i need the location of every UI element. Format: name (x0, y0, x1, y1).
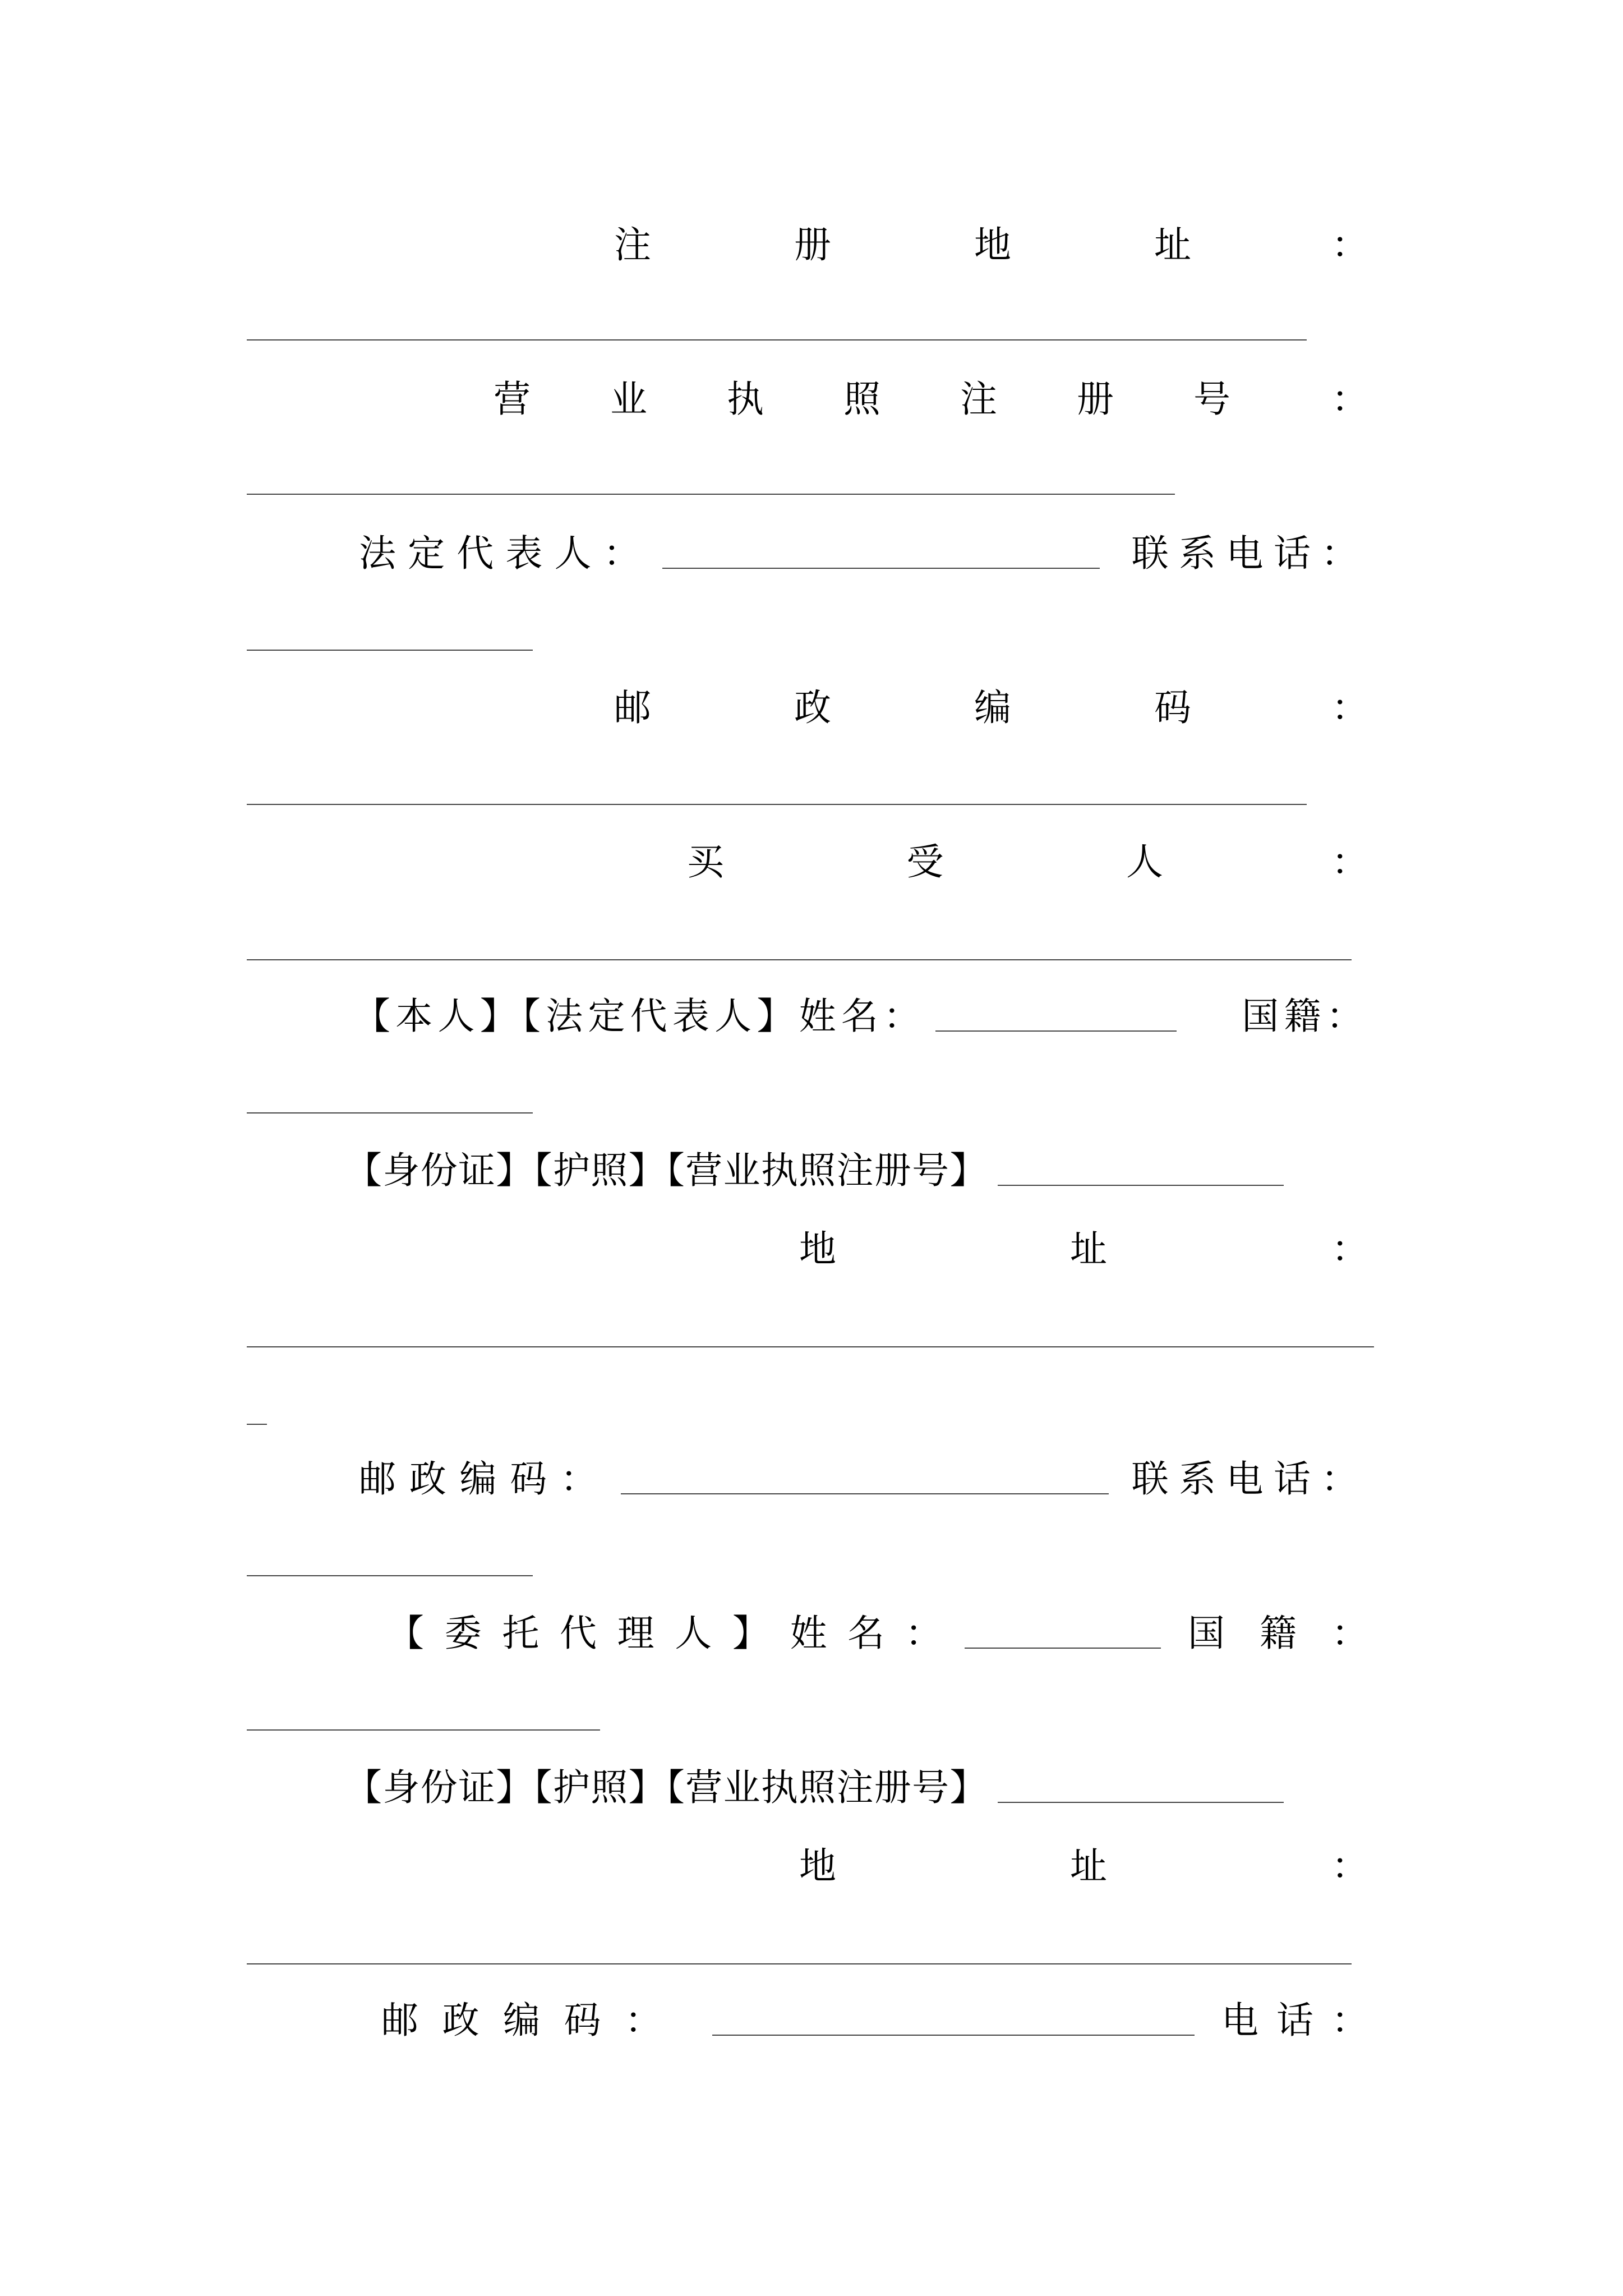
postcode-blank[interactable] (247, 804, 1307, 805)
char: 码 (564, 1999, 601, 2042)
colon: ： (1331, 840, 1368, 884)
self-rep-name-label: 【本人】【法定代表人】姓名： (353, 995, 926, 1038)
colon: ： (1331, 686, 1368, 729)
char: 址 (1154, 223, 1191, 266)
id-types-label: 【身份证】【护照】【营业执照注册号】 (345, 1149, 988, 1192)
nationality-blank[interactable] (247, 1112, 533, 1114)
id-number-blank[interactable] (998, 1185, 1284, 1186)
buyer-blank[interactable] (247, 959, 1352, 960)
char: 地 (799, 1227, 836, 1271)
postcode-blank[interactable] (621, 1493, 1109, 1494)
char: 邮 (381, 1999, 418, 2042)
char: 照 (843, 378, 880, 421)
char: 注 (614, 223, 651, 266)
agent-nationality-blank[interactable] (247, 1729, 600, 1731)
legal-rep-blank[interactable] (662, 568, 1100, 569)
char: 营 (494, 378, 531, 421)
char: 托 (502, 1612, 540, 1655)
legal-rep-row (359, 510, 1368, 575)
address-blank-1-tail[interactable] (247, 1424, 267, 1425)
char: 委 (444, 1612, 482, 1655)
char: 政 (442, 1999, 479, 2042)
char: 籍 (1260, 1612, 1297, 1655)
phone-label: 联系电话： (1131, 532, 1368, 575)
colon: ： (1331, 378, 1368, 421)
char: ： (625, 1999, 662, 2042)
agent-row (387, 1590, 1368, 1655)
id-type-row (345, 1128, 1377, 1192)
self-rep-name-row (353, 973, 1368, 1038)
char: 政 (794, 686, 831, 729)
char: 代 (559, 1612, 597, 1655)
char: 人 (1126, 840, 1163, 884)
char: 理 (617, 1612, 654, 1655)
char: 买 (687, 840, 724, 884)
phone-label: 联系电话： (1131, 1457, 1368, 1501)
address-row-1 (799, 1206, 1368, 1271)
agent-name-blank[interactable] (965, 1648, 1161, 1649)
nationality-label: 国籍： (1242, 995, 1368, 1038)
char: 业 (610, 378, 647, 421)
self-rep-name-blank[interactable] (935, 1030, 1177, 1032)
registered-address-blank[interactable] (247, 339, 1307, 341)
char: ： (1331, 1612, 1368, 1655)
char: 话 (1276, 1999, 1313, 2042)
char: 号 (1193, 378, 1230, 421)
phone-blank[interactable] (247, 1575, 533, 1576)
char: 册 (794, 223, 831, 266)
char: 编 (503, 1999, 540, 2042)
char: ： (1331, 1999, 1368, 2042)
agent-id-type-row (345, 1745, 1377, 1809)
char: 注 (960, 378, 997, 421)
char: 【 (387, 1612, 424, 1655)
address-blank-2[interactable] (247, 1963, 1352, 1964)
colon: ： (1331, 223, 1368, 266)
char: 】 (732, 1612, 769, 1655)
colon: ： (1331, 1227, 1368, 1271)
address-row-2 (799, 1823, 1368, 1888)
agent-id-number-blank[interactable] (998, 1802, 1284, 1803)
id-types-label: 【身份证】【护照】【营业执照注册号】 (345, 1766, 988, 1809)
char: 人 (675, 1612, 712, 1655)
business-license-row (494, 356, 1368, 421)
char: 受 (906, 840, 944, 884)
buyer-row (687, 819, 1368, 884)
char: 册 (1077, 378, 1114, 421)
char: 地 (799, 1844, 836, 1888)
phone-blank[interactable] (247, 650, 533, 651)
char: 电 (1221, 1999, 1258, 2042)
char: 编 (974, 686, 1011, 729)
char: 码 (1154, 686, 1191, 729)
postcode-row (614, 665, 1368, 729)
char: ： (905, 1612, 942, 1655)
business-license-blank[interactable] (247, 494, 1175, 495)
char: 执 (727, 378, 764, 421)
postcode-label: 邮政编码： (359, 1457, 611, 1501)
colon: ： (1331, 1844, 1368, 1888)
char: 姓 (790, 1612, 827, 1655)
char: 国 (1188, 1612, 1225, 1655)
char: 址 (1070, 1227, 1107, 1271)
postcode-phone-row-1 (359, 1436, 1368, 1501)
legal-rep-label: 法定代表人： (359, 532, 652, 575)
registered-address-row (614, 202, 1368, 264)
char: 名 (847, 1612, 885, 1655)
char: 址 (1070, 1844, 1107, 1888)
postcode-phone-row-2 (381, 1977, 1368, 2042)
address-blank-1[interactable] (247, 1346, 1374, 1347)
agent-postcode-blank[interactable] (712, 2035, 1195, 2036)
char: 邮 (614, 686, 651, 729)
char: 地 (974, 223, 1011, 266)
